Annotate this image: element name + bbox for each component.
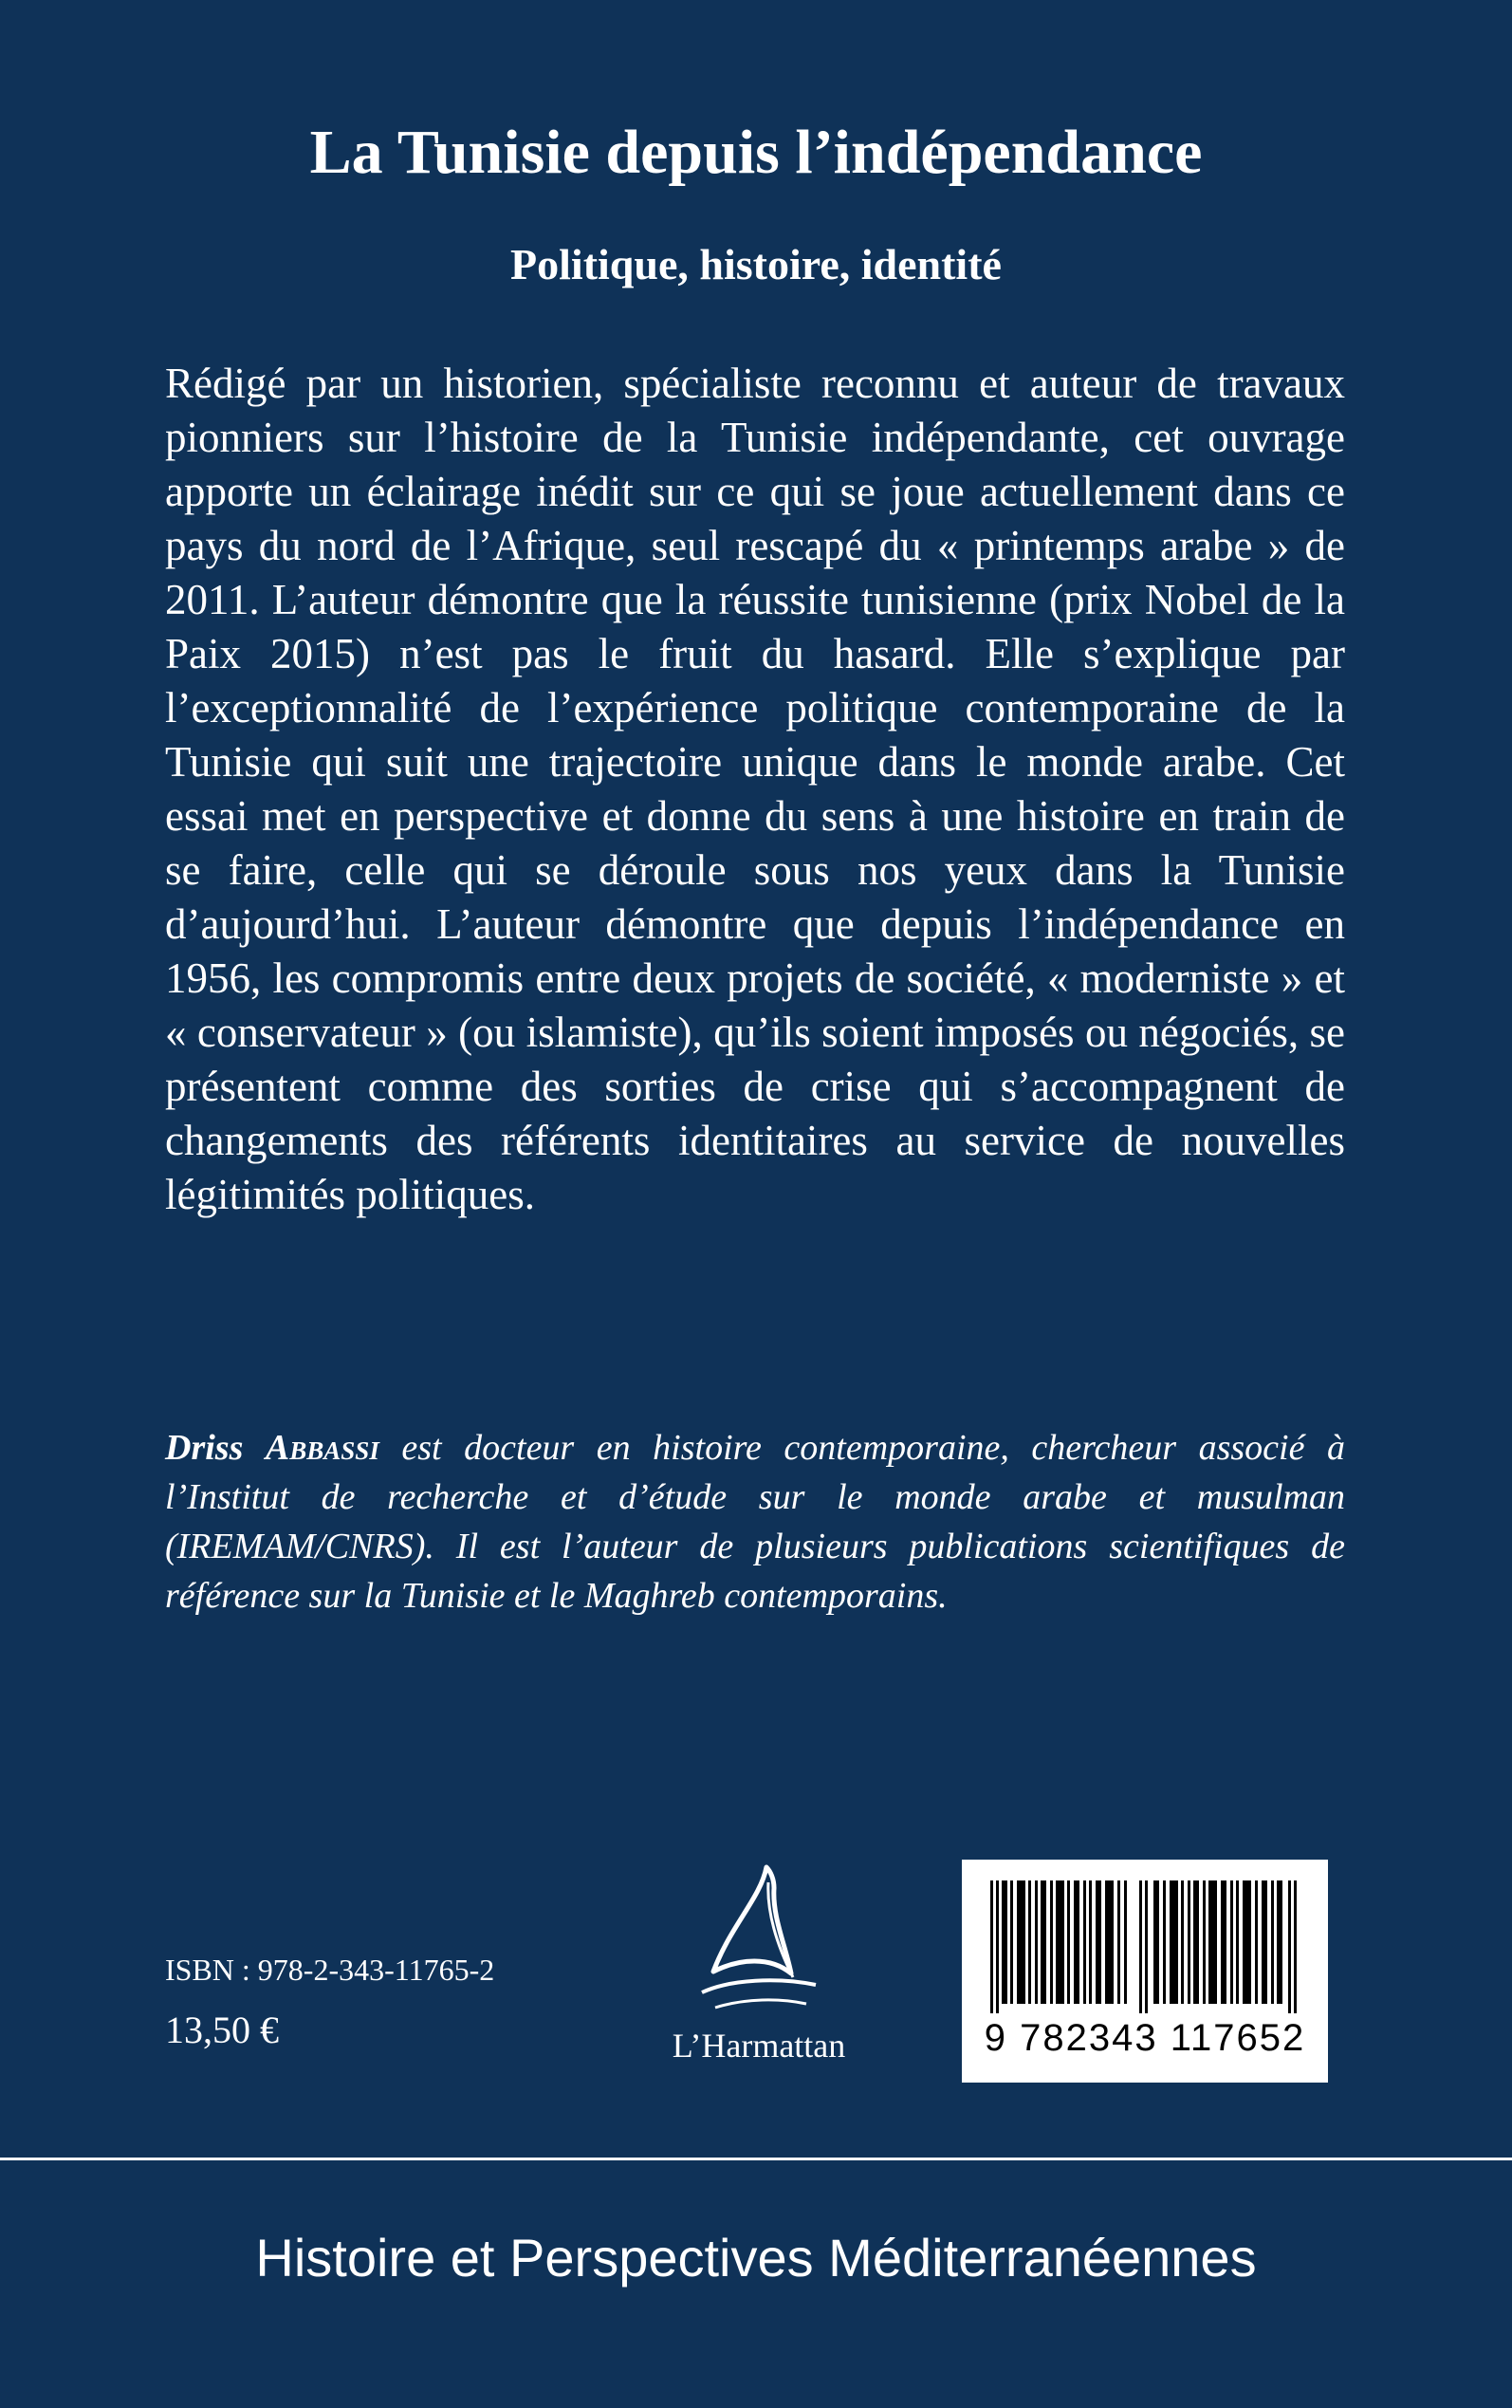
author-bio [165,1423,1345,1621]
barcode-bars [990,1880,1300,2013]
book-blurb: Rédigé par un historien, spécialiste reconnu et auteur de travaux pionniers sur l’histoire de la Tunisie indépendante, cet ouvrage apporte un éclairage inédit sur ce qui se joue actuellement dans ce pays du nord de l’Afrique, seul rescapé du « printemps arabe » de 2011. L’auteur démontre que la réussite tunisienne (prix Nobel de la Paix 2015) n’est pas le fruit du hasard. Elle s’explique par l’exceptionnalité de l’expérience politique contemporaine de la Tunisie qui suit une trajectoire unique dans le monde arabe. Cet essai met en perspective et donne du sens à une histoire en train de se faire, celle qui se déroule sous nos yeux dans la Tunisie d’aujourd’hui. L’auteur démontre que depuis l’indépendance en 1956, les compromis entre deux projets de société, « moderniste » et « conservateur » (ou islamiste), qu’ils soient imposés ou négociés, se présentent comme des sorties de crise qui s’accompagnent de changements des référents identitaires au service de nouvelles légitimités politiques. [165,360,1345,1218]
book-subtitle: Politique, histoire, identité [510,240,1002,288]
barcode-digits: 9 782343 117652 [984,2017,1306,2059]
publisher-name: L’Harmattan [672,2027,846,2065]
divider-line [0,2158,1512,2160]
author-first-name: Driss [165,1428,244,1468]
sailboat-icon [673,1860,844,2030]
publisher-logo [645,1860,873,2078]
author-last-name: Abbassi [265,1428,379,1468]
series-name: Histoire et Perspectives Méditerranéennes [255,2228,1257,2288]
isbn-label: ISBN : 978-2-343-11765-2 [165,1953,495,1987]
barcode [962,1860,1328,2083]
author-bio-text: est docteur en histoire contemporaine, chercheur associé à l’Institut de recherche et d’étude sur le monde arabe et musulman (IREMAM/CNRS). Il est l’auteur de plusieurs publications scientifiques de référence sur la Tunisie et le Maghreb contemporains. [165,1428,1345,1616]
book-title: La Tunisie depuis l’indépendance [309,118,1203,187]
price-label: 13,50 € [165,2009,279,2051]
